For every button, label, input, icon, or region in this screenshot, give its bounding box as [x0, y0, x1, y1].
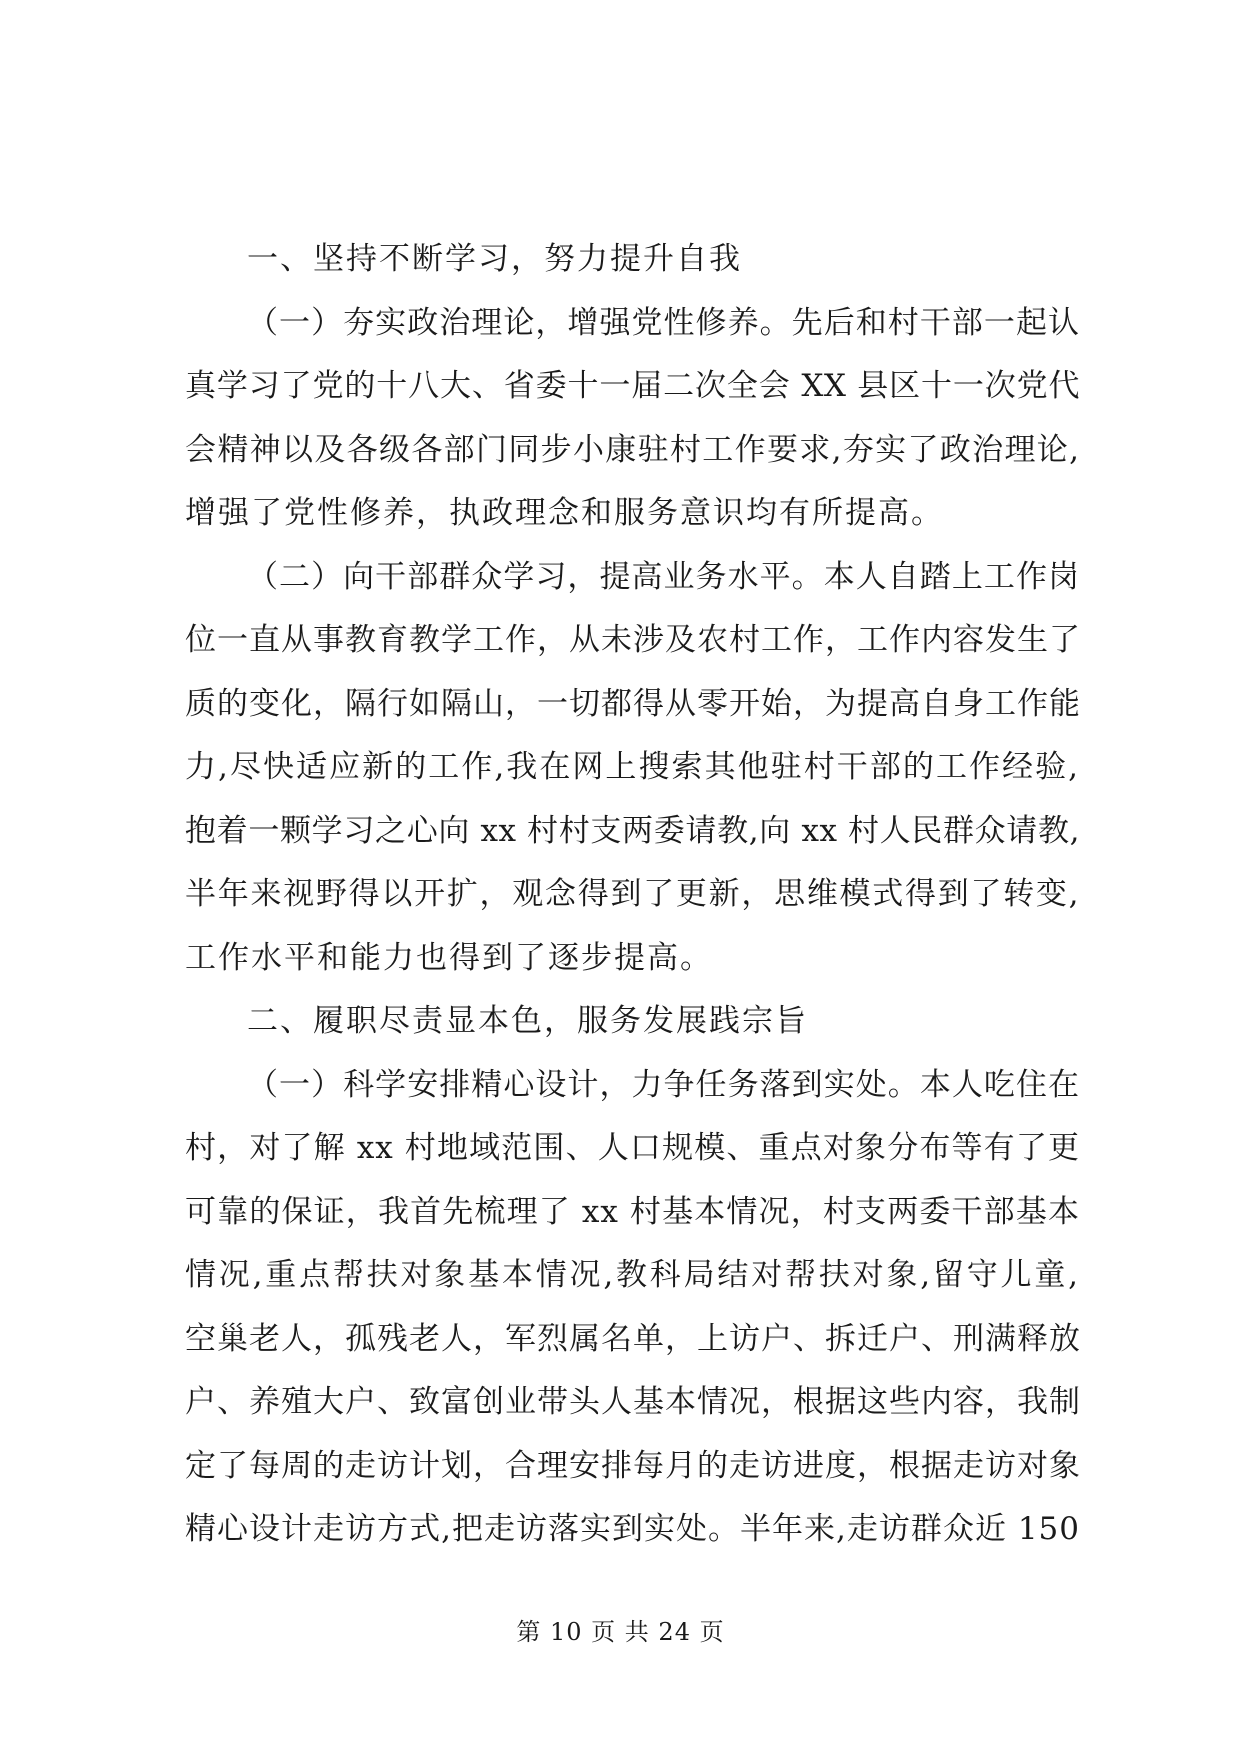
paragraph-line: 工作水平和能力也得到了逐步提高。 — [185, 939, 713, 976]
paragraph-line: 可靠的保证，我首先梳理了 xx 村基本情况，村支两委干部基本 — [185, 1193, 1080, 1230]
paragraph-line: 力,尽快适应新的工作,我在网上搜索其他驻村干部的工作经验, — [185, 749, 1080, 785]
paragraph-line: 情况,重点帮扶对象基本情况,教科局结对帮扶对象,留守儿童, — [185, 1257, 1080, 1293]
section-heading: 一、坚持不断学习，努力提升自我 — [247, 241, 742, 277]
paragraph-line: 空巢老人，孤残老人，军烈属名单，上访户、拆迁户、刑满释放 — [185, 1320, 1081, 1357]
paragraph-line: （一）科学安排精心设计，力争任务落到实处。本人吃住在 — [247, 1066, 1080, 1103]
paragraph-line: 半年来视野得以开扩，观念得到了更新，思维模式得到了转变, — [185, 876, 1080, 912]
paragraph-line: 精心设计走访方式,把走访落实到实处。半年来,走访群众近 150 — [185, 1511, 1080, 1547]
paragraph-line: 会精神以及各级各部门同步小康驻村工作要求,夯实了政治理论, — [185, 431, 1080, 468]
paragraph-line: 增强了党性修养，执政理念和服务意识均有所提高。 — [185, 495, 944, 531]
paragraph-line: 村，对了解 xx 村地域范围、人口规模、重点对象分布等有了更 — [185, 1130, 1080, 1166]
paragraph-line: 定了每周的走访计划，合理安排每月的走访进度，根据走访对象 — [185, 1447, 1081, 1484]
paragraph-line: 真学习了党的十八大、省委十一届二次全会 XX 县区十一次党代 — [185, 368, 1080, 404]
paragraph-line: （一）夯实政治理论，增强党性修养。先后和村干部一起认 — [247, 304, 1080, 341]
paragraph-line: （二）向干部群众学习，提高业务水平。本人自踏上工作岗 — [247, 558, 1080, 595]
paragraph-line: 户、养殖大户、致富创业带头人基本情况，根据这些内容，我制 — [185, 1384, 1081, 1420]
paragraph-line: 质的变化，隔行如隔山，一切都得从零开始，为提高自身工作能 — [185, 685, 1081, 722]
paragraph-line: 位一直从事教育教学工作，从未涉及农村工作，工作内容发生了 — [185, 622, 1081, 658]
document-body — [185, 228, 1080, 1562]
section-heading: 二、履职尽责显本色，服务发展践宗旨 — [247, 1003, 808, 1039]
paragraph-line: 抱着一颗学习之心向 xx 村村支两委请教,向 xx 村人民群众请教, — [185, 812, 1080, 849]
page-number-footer: 第 10 页 共 24 页 — [516, 1618, 725, 1646]
